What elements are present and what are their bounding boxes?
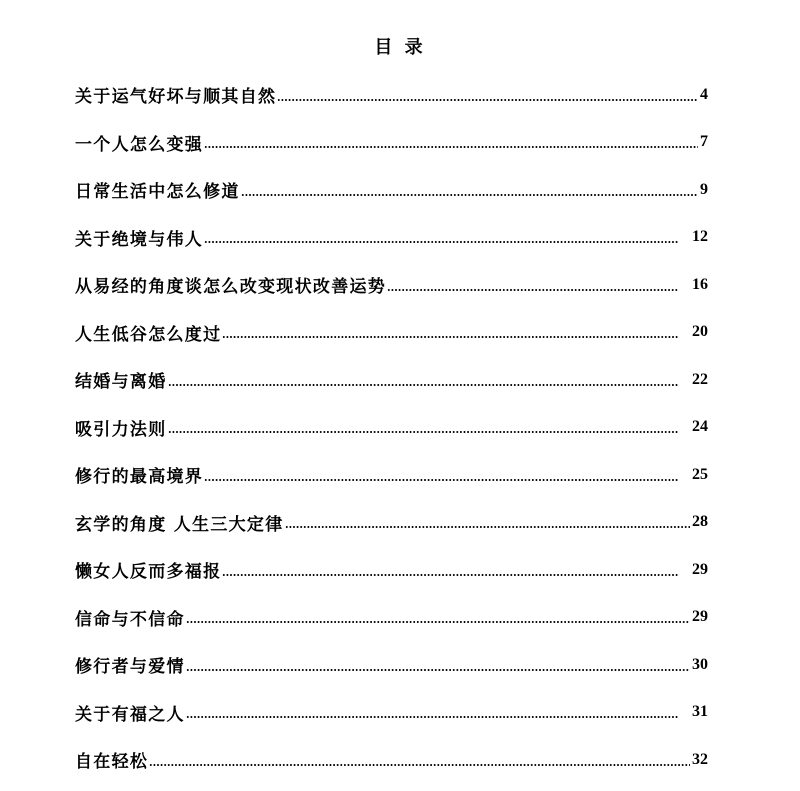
toc-entry — [75, 736, 708, 784]
toc-entry — [75, 356, 708, 404]
toc-entry — [75, 119, 708, 167]
toc-entry — [75, 641, 708, 689]
toc-entry-page: 32 — [692, 750, 708, 768]
toc-entry-title: 吸引力法则 — [75, 419, 167, 440]
dot-leader — [285, 515, 690, 529]
toc-heading: 目 录 — [374, 37, 426, 58]
toc-entry-page: 4 — [700, 85, 708, 103]
dot-leader — [277, 88, 698, 102]
dot-leader — [241, 183, 698, 197]
dot-leader — [204, 135, 698, 149]
dot-leader — [149, 753, 690, 767]
toc-entry — [75, 404, 708, 452]
dot-leader — [168, 373, 679, 387]
toc-entry-title: 日常生活中怎么修道 — [75, 182, 240, 203]
toc-entry-title: 一个人怎么变强 — [75, 134, 204, 155]
dot-leader — [387, 278, 678, 292]
toc-entry-title: 修行者与爱情 — [75, 657, 185, 678]
toc-entry-page: 29 — [692, 560, 708, 578]
dot-leader — [186, 705, 678, 719]
toc-entry-page: 9 — [700, 180, 708, 198]
toc-entry-page: 20 — [692, 323, 708, 341]
dot-leader — [186, 658, 690, 672]
dot-leader — [222, 325, 678, 339]
toc-entry — [75, 451, 708, 499]
toc-entry — [75, 594, 708, 642]
toc-entry-page: 22 — [692, 370, 708, 388]
table-of-contents — [75, 71, 708, 784]
dot-leader — [222, 563, 678, 577]
toc-entry-title: 信命与不信命 — [75, 609, 185, 630]
toc-entry-page: 29 — [692, 608, 708, 626]
toc-entry — [75, 309, 708, 357]
toc-entry-page: 25 — [692, 465, 708, 483]
toc-entry-title: 修行的最高境界 — [75, 467, 204, 488]
toc-entry-page: 7 — [700, 133, 708, 151]
dot-leader — [168, 420, 679, 434]
toc-entry — [75, 546, 708, 594]
toc-entry-page: 24 — [692, 418, 708, 436]
toc-entry-title: 懒女人反而多福报 — [75, 562, 222, 583]
toc-entry-title: 人生低谷怎么度过 — [75, 324, 222, 345]
toc-entry-title: 结婚与离婚 — [75, 372, 167, 393]
toc-entry — [75, 689, 708, 737]
toc-entry — [75, 214, 708, 262]
dot-leader — [204, 230, 678, 244]
toc-entry — [75, 261, 708, 309]
toc-entry-page: 31 — [692, 703, 708, 721]
toc-entry-title: 关于运气好坏与顺其自然 — [75, 87, 277, 108]
dot-leader — [186, 610, 690, 624]
dot-leader — [204, 468, 678, 482]
toc-entry — [75, 499, 708, 547]
toc-entry-page: 12 — [692, 228, 708, 246]
toc-entry-title: 从易经的角度谈怎么改变现状改善运势 — [75, 277, 387, 298]
toc-entry-page: 16 — [692, 275, 708, 293]
toc-entry — [75, 71, 708, 119]
toc-entry — [75, 166, 708, 214]
toc-entry-title: 关于绝境与伟人 — [75, 229, 204, 250]
toc-entry-page: 28 — [692, 513, 708, 531]
toc-entry-title: 自在轻松 — [75, 752, 149, 773]
toc-entry-title: 关于有福之人 — [75, 704, 185, 725]
toc-entry-title: 玄学的角度 人生三大定律 — [75, 514, 284, 535]
toc-entry-page: 30 — [692, 655, 708, 673]
